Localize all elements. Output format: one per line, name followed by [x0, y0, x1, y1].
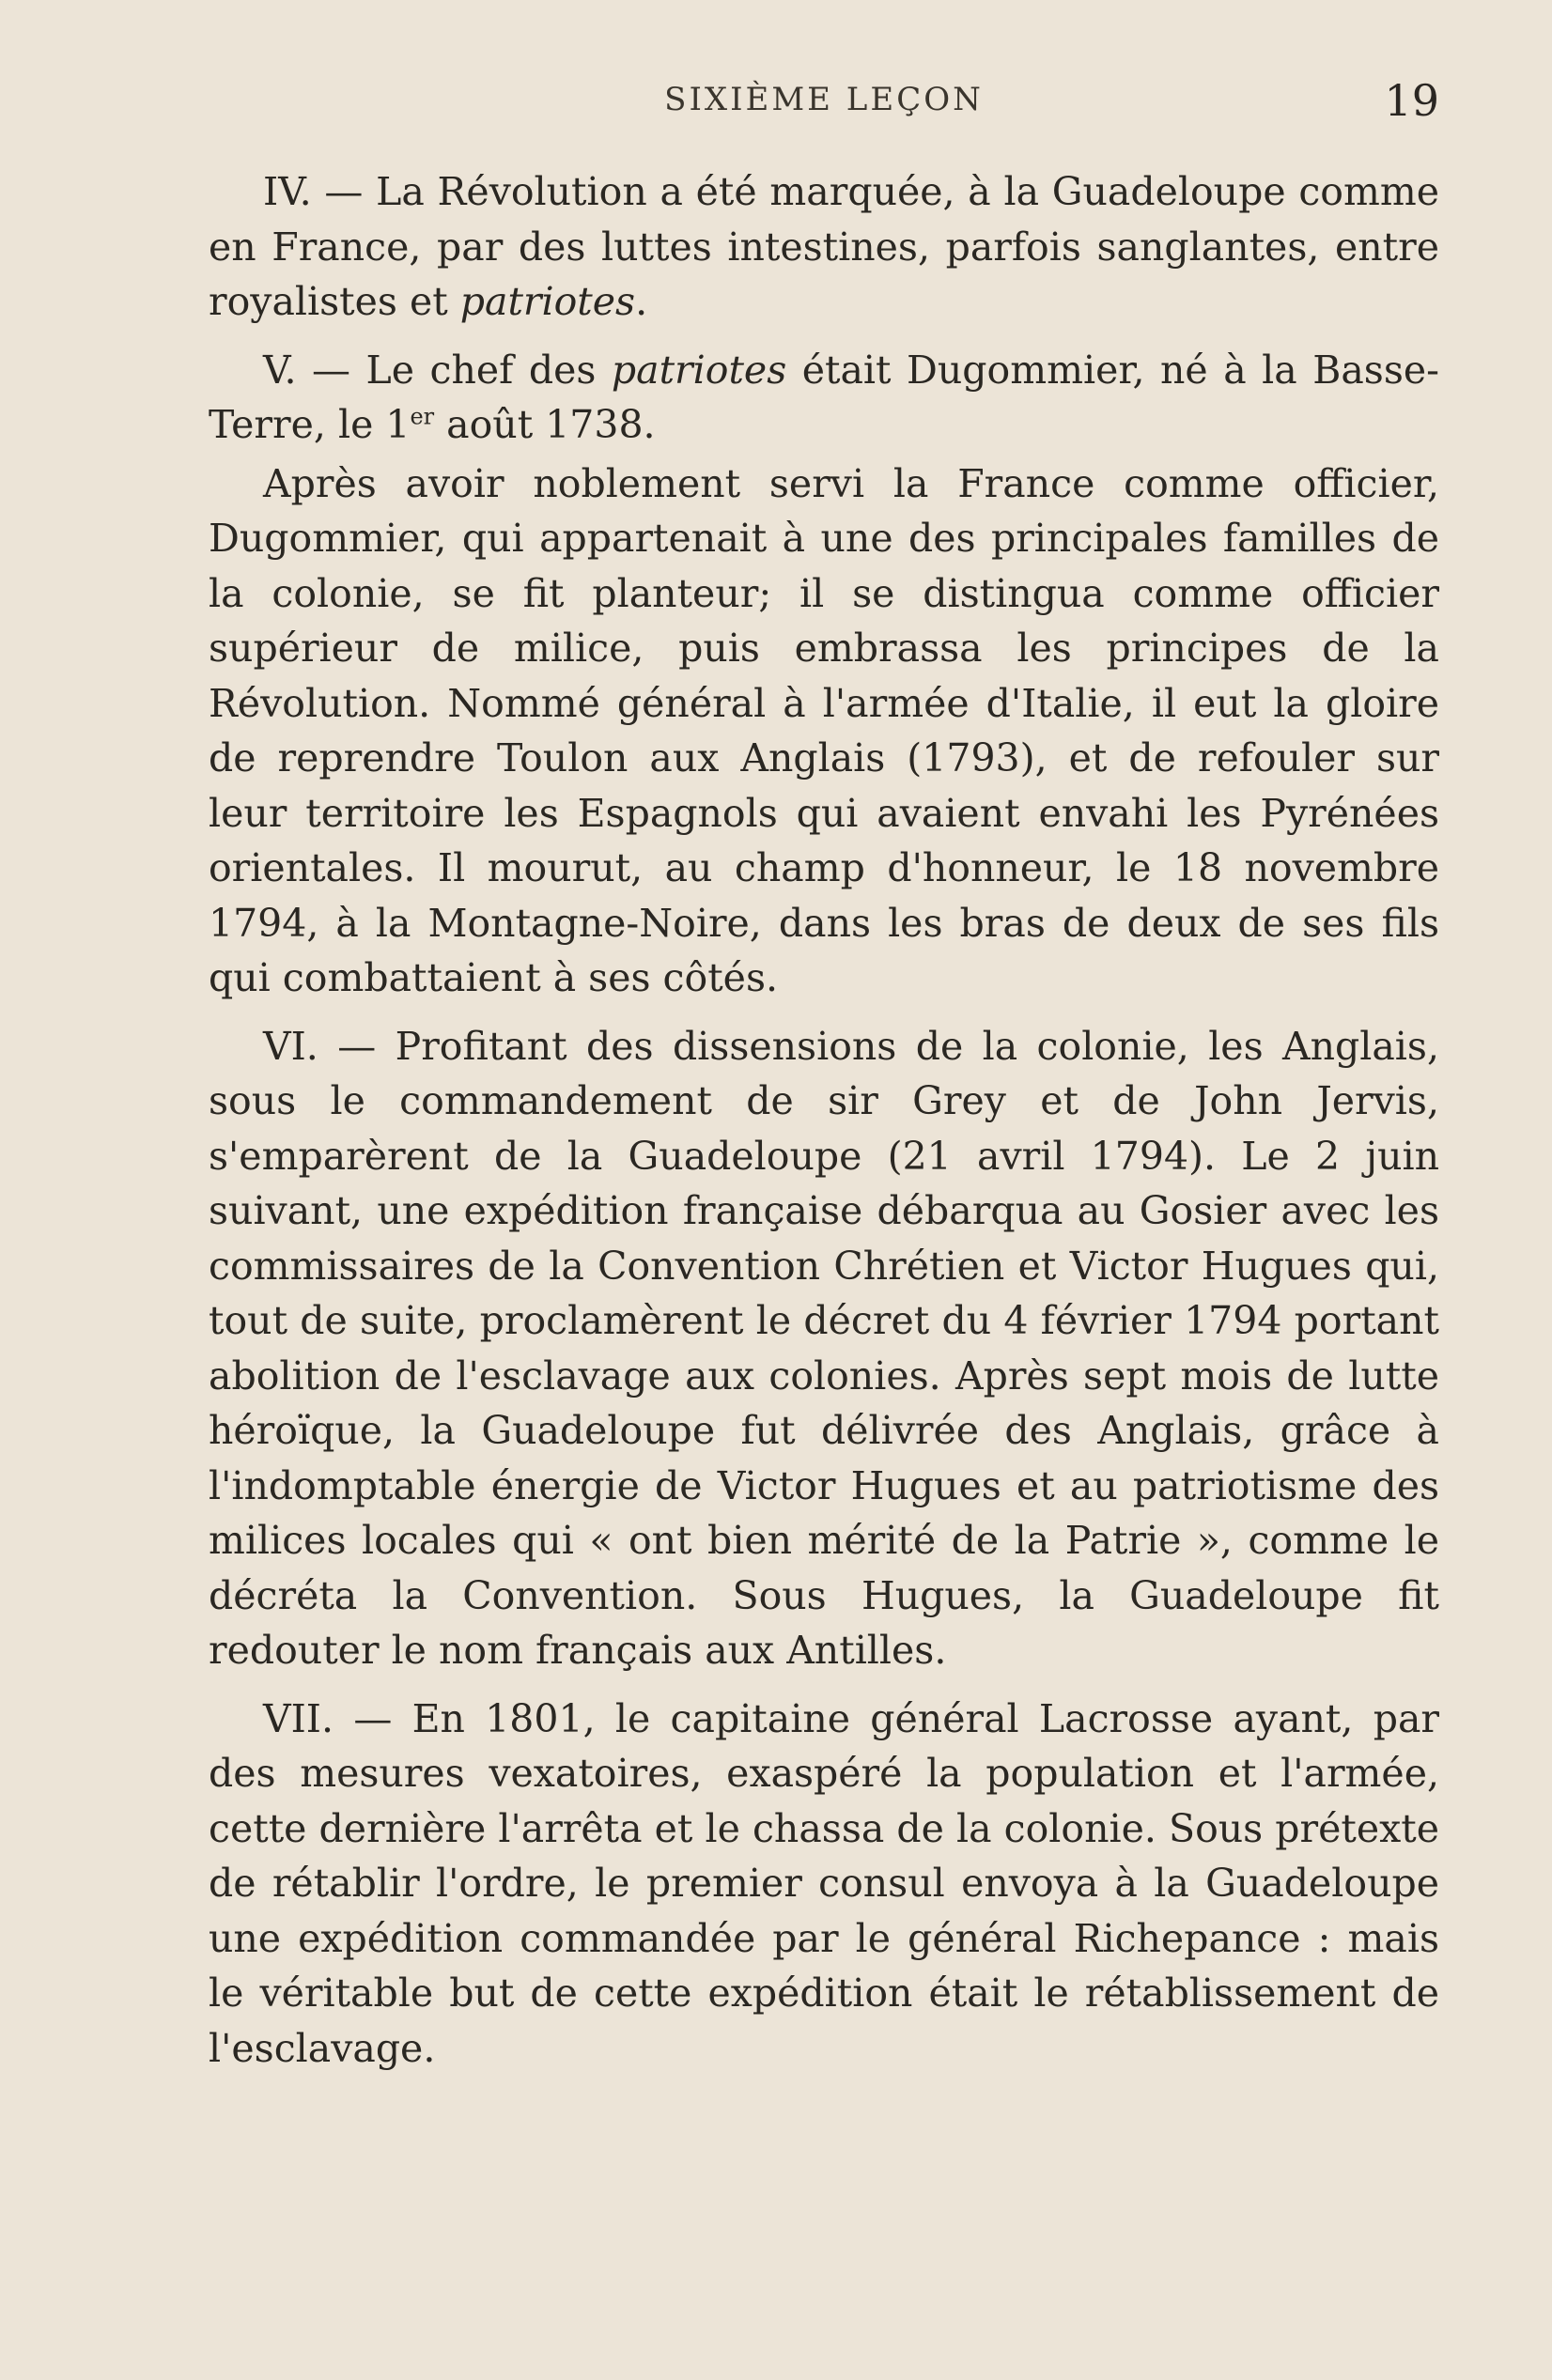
running-title: SIXIÈME LEÇON: [664, 81, 984, 118]
paragraph-v-superscript: er: [410, 403, 435, 430]
page-header: [209, 75, 1439, 131]
paragraph-iv-tail: .: [635, 279, 648, 324]
paragraph-iv: [209, 164, 1439, 330]
paragraph-v-italic: patriotes: [611, 347, 787, 393]
paragraph-v-text-after: août 1738.: [434, 402, 656, 447]
paragraph-dugommier: Après avoir noblement servi la France comme officier, Dugommier, qui appartenait à une des principales familles de la colonie, se fit planteur; il se distingua comme officier supérieur de milice, puis embrassa les principes de la Révolution. Nommé général à l'armée d'Italie, il eut la gloire de reprendre Toulon aux Anglais (1793), et de refouler sur leur territoire les Espagnols qui avaient envahi les Pyrénées orientales. Il mourut, au champ d'honneur, le 18 novembre 1794, à la Montagne-Noire, dans les bras de deux de ses fils qui combattaient à ses côtés.: [209, 460, 1439, 1000]
paragraph-v-text-before: V. — Le chef des: [263, 347, 612, 393]
paragraph-iv-text: IV. — La Révolution a été marquée, à la Guadeloupe comme en France, par des luttes intestines, parfois sanglantes, entre royalistes et: [209, 169, 1439, 324]
page-number: 19: [1384, 75, 1439, 126]
paragraph-v: [209, 343, 1439, 453]
paragraph-v-text-middle: était Dugommier, né à la Basse-Terre, le 1: [209, 347, 1439, 447]
paragraph-vi: VI. — Profitant des dissensions de la colonie, les Anglais, sous le commandement de sir Grey et de John Jervis, s'emparèrent de la Guadeloupe (21 avril 1794). Le 2 juin suivant, une expédition française débarqua au Gosier avec les commissaires de la Convention Chrétien et Victor Hugues qui, tout de suite, proclamèrent le décret du 4 février 1794 portant abolition de l'esclavage aux colonies. Après sept mois de lutte héroïque, la Guadeloupe fut délivrée des Anglais, grâce à l'indomptable énergie de Victor Hugues et au patriotisme des milices locales qui « ont bien mérité de la Patrie », comme le décréta la Convention. Sous Hugues, la Guadeloupe fit redouter le nom français aux Antilles.: [209, 1023, 1439, 1673]
paragraph-vii: VII. — En 1801, le capitaine général Lacrosse ayant, par des mesures vexatoires, exaspéré la population et l'armée, cette dernière l'arrêta et le chassa de la colonie. Sous prétexte de rétablir l'ordre, le premier consul envoya à la Guadeloupe une expédition commandée par le général Richepance : mais le véritable but de cette expédition était le rétablissement de l'esclavage.: [209, 1695, 1439, 2071]
paragraph-iv-italic: patriotes: [459, 279, 636, 324]
page-body: [209, 164, 1439, 2076]
